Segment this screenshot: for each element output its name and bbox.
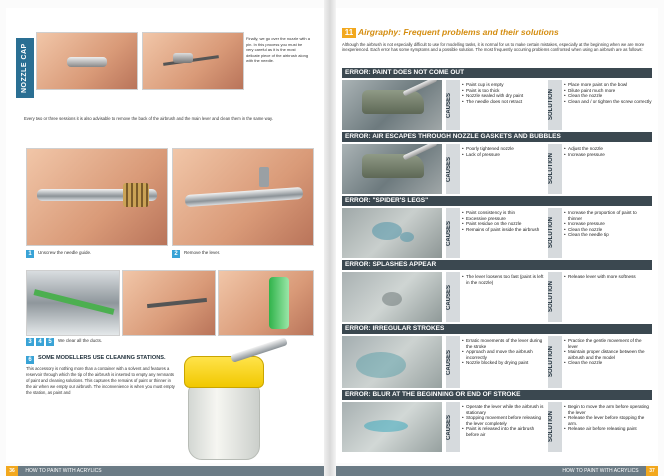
step-badge-1: 1 [26, 250, 34, 258]
error-photo [342, 272, 442, 322]
solution-item: • Begin to move the arm before operating the lever [564, 404, 652, 415]
error-header: ERROR: "SPIDER'S LEGS" [342, 196, 652, 206]
photo-remove-lever [172, 148, 314, 246]
causes-label: CAUSES [446, 272, 460, 322]
solution-item: • Clean the nozzle [564, 360, 652, 366]
error-header: ERROR: BLUR AT THE BEGINNING OR END OF STROKE [342, 390, 652, 400]
error-row [342, 80, 652, 130]
right-page [336, 8, 658, 463]
step-badge-5: 5 [46, 338, 54, 346]
solutions-list [564, 274, 652, 280]
footer-right [336, 466, 658, 476]
solutions-list [564, 210, 652, 238]
cause-item: • Remains of paint inside the airbrush [462, 227, 546, 233]
paragraph-clean-lever: Every two or three sessions it is also advisable to remove the back of the airbrush and the main lever and clean them in the same way. [24, 116, 273, 121]
cause-item: • Lack of pressure [462, 152, 546, 158]
solution-item: • Release lever with more softness [564, 274, 652, 280]
photo-duct-1 [26, 270, 120, 336]
error-row [342, 144, 652, 194]
solution-item: • Dilute paint much more [564, 88, 652, 94]
nozzle-cap-label: NOZZLE CAP [16, 38, 34, 98]
cause-item: • Approach and move the airbrush incorrectly [462, 349, 546, 360]
cleaning-station-jar [188, 384, 260, 460]
error-header: ERROR: IRREGULAR STROKES [342, 324, 652, 334]
solution-label: SOLUTION [548, 144, 562, 194]
error-photo [342, 336, 442, 388]
solution-label: SOLUTION [548, 80, 562, 130]
solution-item: • Increase the proportion of paint to thinner [564, 210, 652, 221]
solution-item: • Clean and / or tighten the screw correctly [564, 99, 652, 105]
causes-list [462, 338, 546, 366]
footer-left [6, 466, 324, 476]
photo-duct-3 [218, 270, 314, 336]
step-badge-2: 2 [172, 250, 180, 258]
page-number-left: 36 [6, 466, 18, 476]
error-row [342, 208, 652, 258]
error-photo [342, 144, 442, 194]
solution-item: • Release air before releasing paint [564, 426, 652, 432]
solution-item: • Clean the needle tip [564, 232, 652, 238]
chapter-title: Airgraphy: Frequent problems and their solutions [358, 27, 559, 37]
error-header: ERROR: PAINT DOES NOT COME OUT [342, 68, 652, 78]
cause-item: • The lever loosens too fast (paint is left in the nozzle) [462, 274, 546, 285]
footer-left-text: HOW TO PAINT WITH ACRYLICS [25, 468, 102, 474]
cause-item: • Poorly tightened nozzle [462, 146, 546, 152]
causes-list [462, 404, 546, 438]
chapter-number: 11 [342, 28, 356, 38]
cause-item: • Nozzle blocked by drying paint [462, 360, 546, 366]
causes-label: CAUSES [446, 336, 460, 388]
solution-label: SOLUTION [548, 272, 562, 322]
solutions-list [564, 404, 652, 432]
photo-duct-2 [122, 270, 216, 336]
solution-item: • Release the lever before stopping the arm. [564, 415, 652, 426]
error-row [342, 402, 652, 452]
section-title: SOME MODELLERS USE CLEANING STATIONS. [38, 355, 166, 361]
solutions-list [564, 82, 652, 104]
page-number-right: 37 [646, 466, 658, 476]
solution-label: SOLUTION [548, 336, 562, 388]
error-row [342, 272, 652, 322]
solutions-list [564, 146, 652, 157]
solution-item: • Increase pressure [564, 221, 652, 227]
solution-label: SOLUTION [548, 402, 562, 452]
photo-nozzle-pin [142, 32, 244, 90]
error-row [342, 336, 652, 388]
causes-list [462, 82, 546, 104]
section-badge: 6 [26, 356, 34, 364]
chapter-heading [336, 28, 658, 39]
causes-label: CAUSES [446, 208, 460, 258]
cause-item: • Paint consistency is thin [462, 210, 546, 216]
footer-right-text: HOW TO PAINT WITH ACRYLICS [562, 468, 639, 474]
cause-item: • Stopping movement before releasing the lever completely [462, 415, 546, 426]
causes-label: CAUSES [446, 80, 460, 130]
chapter-intro: Although the airbrush is not especially difficult to use for modelling tasks, it is normal for us to make certain mistakes, especially at the beginning when we are more inexperienced. Each error has some symptoms and a possible solution. The most frequently occurring problems confronted when using an airbrush are as follows: [342, 42, 645, 53]
cleaning-station-image [174, 346, 274, 463]
solution-item: • Clean the nozzle [564, 93, 652, 99]
cause-item: • Erratic movements of the lever during the stroke [462, 338, 546, 349]
cause-item: • Paint cup is empty [462, 82, 546, 88]
step-badge-3: 3 [26, 338, 34, 346]
cause-item: • Nozzle sealed with dry paint [462, 93, 546, 99]
solution-item: • Increase pressure [564, 152, 652, 158]
solution-item: • Maintain proper distance between the airbrush and the model [564, 349, 652, 360]
caption-nozzle-pin: Finally, we go over the nozzle with a pin. In this process you must be very careful as it is the most delicate piece of the airbrush along with the needle. [246, 36, 310, 63]
causes-list [462, 274, 546, 285]
cause-item: • Paint is released into the airbrush before air [462, 426, 546, 437]
solution-item: • Practice the gentle movement of the lever [564, 338, 652, 349]
cause-item: • Paint is too thick [462, 88, 546, 94]
solutions-list [564, 338, 652, 366]
solution-item: • Clean the nozzle [564, 227, 652, 233]
cause-item: • Operate the lever while the airbrush is stationary [462, 404, 546, 415]
step-badge-4: 4 [36, 338, 44, 346]
left-page [6, 8, 324, 463]
causes-list [462, 210, 546, 232]
photo-nozzle-cap [36, 32, 138, 90]
error-photo [342, 208, 442, 258]
cause-item: • Paint residue on the nozzle [462, 221, 546, 227]
error-header: ERROR: SPLASHES APPEAR [342, 260, 652, 270]
caption-unscrew: Unscrew the needle guide. [38, 250, 92, 255]
error-header: ERROR: AIR ESCAPES THROUGH NOZZLE GASKETS AND BUBBLES [342, 132, 652, 142]
page-gutter [324, 0, 336, 476]
solution-item: • Place more paint on the bowl [564, 82, 652, 88]
cause-item: • The needle does not retract [462, 99, 546, 105]
causes-list [462, 146, 546, 157]
photo-unscrew-guide [26, 148, 168, 246]
solution-label: SOLUTION [548, 208, 562, 258]
cleaning-station-lid [184, 356, 264, 388]
causes-label: CAUSES [446, 144, 460, 194]
section-text: This accessory is nothing more than a container with a solvent and features a reservoir through which the tip of the airbrush is inserted to empty any remnants of paint and cleaning solutions. This captures the remains of paint or thinner in the air when we empty our airbrush. The inconvenience is when you must empty the station, as paint and [26, 366, 175, 395]
solution-item: • Adjust the nozzle [564, 146, 652, 152]
error-photo [342, 402, 442, 452]
cause-item: • Excessive pressure [462, 216, 546, 222]
caption-clear-ducts: We clear all the ducts. [58, 338, 103, 343]
causes-label: CAUSES [446, 402, 460, 452]
error-photo [342, 80, 442, 130]
caption-remove-lever: Remove the lever. [184, 250, 221, 255]
